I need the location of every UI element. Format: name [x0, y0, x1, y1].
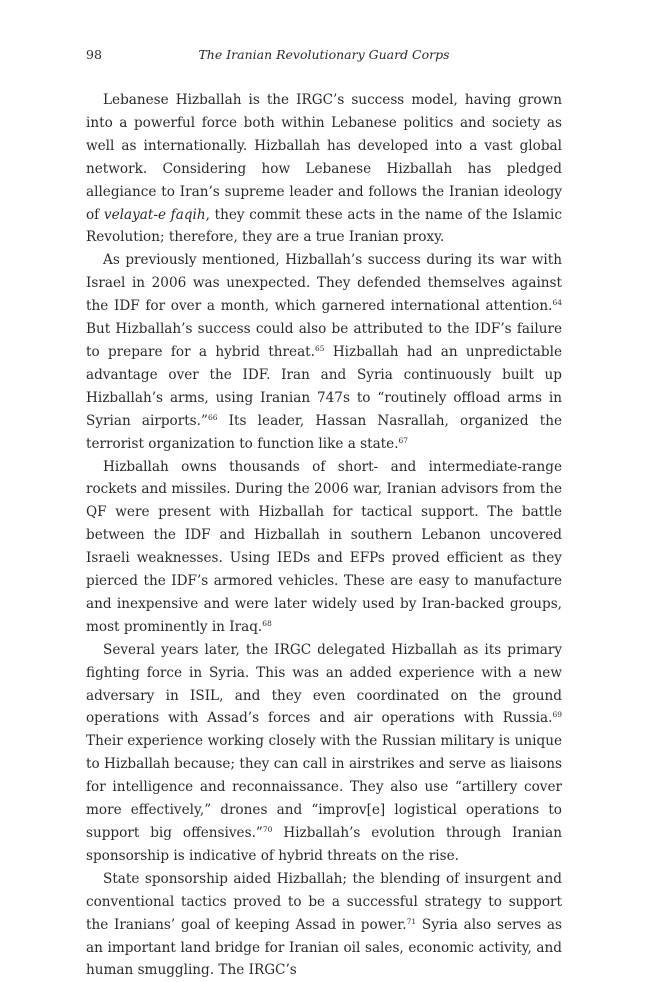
paragraph-text: Hizballah had an unpredictable advantage over the IDF. Iran and Syria continuously built up Hizballah’s arms, using Iranian 747s to “routinely offload arms in Syrian airports.”	[86, 343, 562, 429]
footnote-ref: 64	[552, 298, 562, 308]
paragraph-text: But Hizballah’s success could also be attributed to the IDF’s failure to prepare for a hybrid threat.	[86, 321, 562, 360]
paragraph-1	[86, 89, 562, 249]
footnote-ref: 67	[398, 435, 409, 445]
footnote-ref: 71	[406, 916, 417, 926]
paragraph-text: Their experience working closely with the Russian military is unique to Hizballah because; they can call in airstrikes and serve as liaisons for intelligence and reconnaissance. They also use “artillery cover more effectively,” drones and “improv[e] logistical operations to support big offensives.”	[86, 733, 562, 841]
paragraph-text: Its leader, Hassan Nasrallah, organized the terrorist organization to function like a state.	[86, 412, 562, 452]
paragraph-text: , they commit these acts in the name of the Islamic Revolution; therefore, they are a true Iranian proxy.	[86, 206, 562, 246]
footnote-ref: 65	[314, 343, 325, 353]
footnote-ref: 68	[262, 618, 272, 628]
paragraph-4	[86, 639, 562, 868]
paragraph-text: As previously mentioned, Hizballah’s success during its war with Israel in 2006 was unexpected. They defended themselves against the IDF for over a month, which garnered international attention.	[86, 252, 562, 315]
paragraph-text: Syria also serves as an important land bridge for Iranian oil sales, economic activity, and human smuggling. The IRGC’s	[86, 916, 563, 979]
footnote-ref: 70	[262, 825, 273, 834]
page-number: 98	[86, 47, 102, 62]
paragraph-5	[86, 868, 562, 982]
italic-term: velayat-e faqih	[103, 206, 206, 223]
paragraph-3	[86, 456, 562, 639]
paragraph-2	[86, 249, 562, 455]
body-text	[86, 89, 562, 982]
paragraph-text: Hizballah owns thousands of short- and intermediate-range rockets and missiles. During the 2006 war, Iranian advisors from the QF were present with Hizballah for tactical support. The battle between the IDF and Hizballah in southern Lebanon uncovered Israeli weaknesses. Using IEDs and EFPs proved efficient as they pierced the IDF’s armored vehicles. These are easy to manufacture and inexpensive and were later widely used by Iran-backed groups, most prominently in Iraq.	[86, 458, 562, 635]
running-title: The Iranian Revolutionary Guard Corps	[198, 47, 450, 62]
paragraph-text: Hizballah’s evolution through Iranian sponsorship is indicative of hybrid threats on the rise.	[86, 825, 562, 864]
footnote-ref: 66	[207, 412, 218, 422]
footnote-ref: 69	[552, 710, 562, 720]
page-header	[86, 46, 562, 64]
paragraph-text: Several years later, the IRGC delegated Hizballah as its primary fighting force in Syria. This was an added experience with a new adversary in ISIL, and they even coordinated on the ground operations with Assad’s forces and air operations with Russia.	[86, 641, 562, 727]
paragraph-text: State sponsorship aided Hizballah; the blending of insurgent and conventional tactics proved to be a successful strategy to support the Iranians’ goal of keeping Assad in power.	[86, 870, 562, 933]
paragraph-text: Lebanese Hizballah is the IRGC’s success model, having grown into a powerful force both within Lebanese politics and society as well as internationally. Hizballah has developed into a vast global network. Considering how Lebanese Hizballah has pledged allegiance to Iran’s supreme leader and follows the Iranian ideology of	[86, 92, 562, 223]
